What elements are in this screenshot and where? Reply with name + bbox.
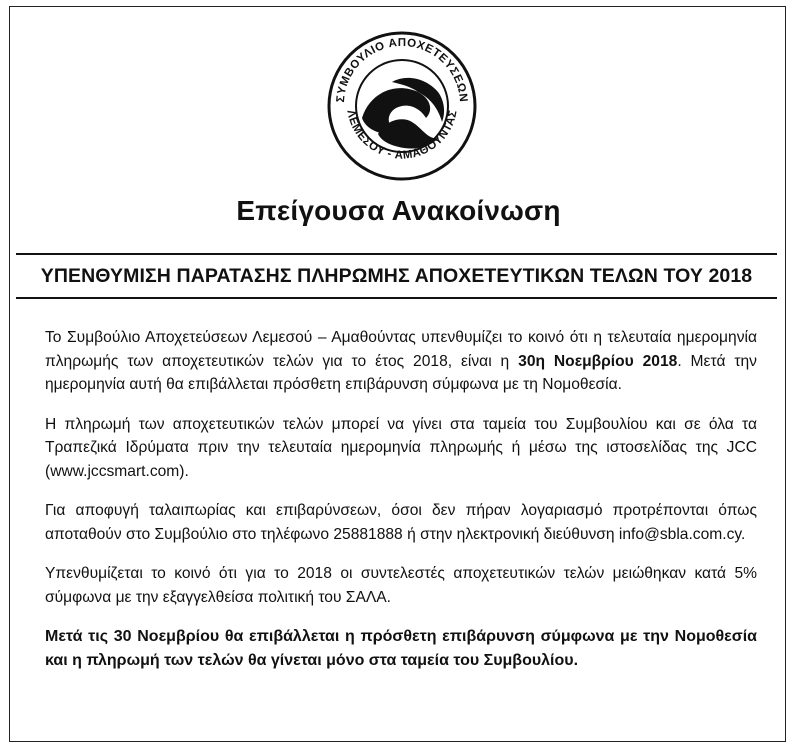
deadline-date: 30η Νοεμβρίου 2018	[518, 352, 678, 370]
notice-subject	[16, 253, 777, 299]
notice-subject-text: ΥΠΕΝΘΥΜΙΣΗ ΠΑΡΑΤΑΣΗΣ ΠΛΗΡΩΜΗΣ ΑΠΟΧΕΤΕΥΤΙΚΩΝ ΤΕΛΩΝ ΤΟΥ 2018	[40, 264, 753, 287]
paragraph-final-warning: Μετά τις 30 Νοεμβρίου θα επιβάλλεται η πρόσθετη επιβάρυνση σύμφωνα με την Νομοθεσία και η πληρωμή των τελών θα γίνεται μόνο στα ταμεία του Συμβουλίου.	[45, 628, 757, 669]
paragraph-rate-reduction: Υπενθυμίζεται το κοινό ότι για το 2018 οι συντελεστές αποχετευτικών τελών μειώθηκαν κατά 5% σύμφωνα με την εξαγγελθείσα πολιτική του ΣΑΛΑ.	[45, 565, 757, 606]
wave-seal-icon	[326, 22, 478, 184]
paragraph-deadline	[45, 326, 757, 397]
logo-text-top: ΣΥΜΒΟΥΛΙΟ ΑΠΟΧΕΤΕΥΣΕΩΝ	[334, 36, 470, 103]
notice-body	[45, 326, 757, 688]
logo-text-bottom: ΛΕΜΕΣΟΥ - ΑΜΑΘΟΥΝΤΑΣ	[344, 108, 460, 162]
paragraph-payment-methods: Η πληρωμή των αποχετευτικών τελών μπορεί να γίνει στα ταμεία του Συμβουλίου και σε όλα τα Τραπεζικά Ιδρύματα πριν την τελευταία ημερομηνία πληρωμής ή μέσω της ιστοσελίδας της JCC (www.jccsmart.com).	[45, 415, 757, 480]
paragraph-contact: Για αποφυγή ταλαιπωρίας και επιβαρύνσεων, όσοι δεν πήραν λογαριασμό προτρέπονται όπως αποταθούν στο Συμβούλιο στο τηλέφωνο 25881888 ή στην ηλεκτρονική διεύθυνση info@sbla.com.cy.	[45, 502, 757, 543]
paragraph-deadline-intro: Το Συμβούλιο Αποχετεύσεων Λεμεσού – Αμαθούντας υπενθυμίζει το κοινό ότι η τελευταία ημερομηνία πληρωμής των αποχετευτικών τελών για το έτος 2018, είναι η	[45, 329, 757, 370]
paragraph-deadline-end: . Μετά την ημερομηνία αυτή θα επιβάλλεται πρόσθετη επιβάρυνση σύμφωνα με τη Νομοθεσία.	[45, 352, 757, 393]
page-title: Επείγουσα Ανακοίνωση	[236, 195, 561, 226]
